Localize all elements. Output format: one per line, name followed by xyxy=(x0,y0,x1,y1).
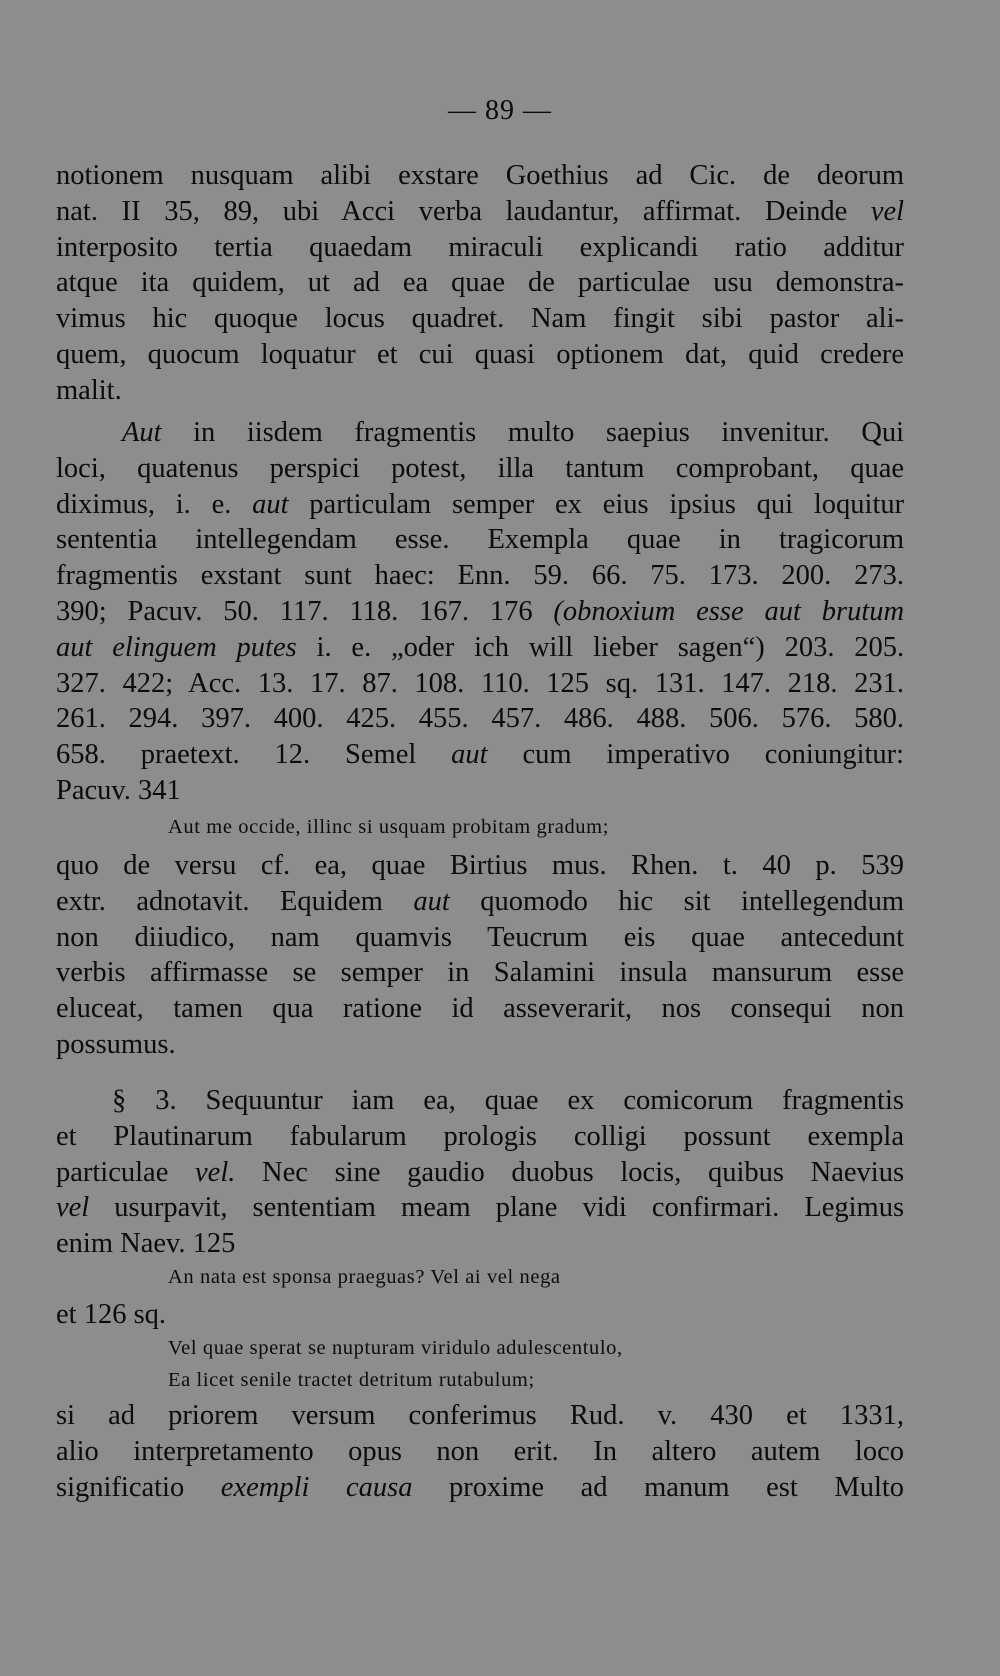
verse-line: Vel quae sperat se nupturam viridulo adulescentulo, xyxy=(168,1337,623,1359)
text-line: extr. adnotavit. Equidem aut quomodo hic sit intellegendum xyxy=(56,885,905,917)
verse-line: Ea licet senile tractet detritum rutabulum; xyxy=(168,1368,535,1391)
verse-line: Aut me occide, illinc si usquam probitam gradum; xyxy=(168,816,609,838)
text-line: particulae vel. Nec sine gaudio duobus locis, quibus Naevius xyxy=(56,1156,905,1188)
text-line: quo de versu cf. ea, quae Birtius mus. Rhen. t. 40 p. 539 xyxy=(56,850,904,881)
text-line: interposito tertia quaedam miraculi explicandi ratio additur xyxy=(56,231,904,263)
text-line: enim Naev. 125 xyxy=(56,1228,236,1260)
text-line: si ad priorem versum conferimus Rud. v. 430 et 1331, xyxy=(56,1400,904,1431)
text-line: alio interpretamento opus non erit. In altero autem loco xyxy=(56,1435,904,1467)
paragraph-1 xyxy=(56,158,904,409)
text-line: 261. 294. 397. 400. 425. 455. 457. 486. 488. 506. 576. 580. xyxy=(56,703,904,735)
text-line: quem, quocum loquatur et cui quasi optionem dat, quid credere xyxy=(56,338,904,370)
verse-quote-2 xyxy=(168,1262,888,1294)
text-line: vel usurpavit, sententiam meam plane vidi confirmari. Legimus xyxy=(56,1192,905,1224)
text-line: significatio exempli causa proxime ad manum est Multo xyxy=(56,1471,905,1503)
text-line: vimus hic quoque locus quadret. Nam fingit sibi pastor ali- xyxy=(56,303,904,335)
paragraph-2 xyxy=(56,415,904,809)
text-line: et 126 sq. xyxy=(56,1299,167,1330)
text-line: sententia intellegendam esse. Exempla quae in tragicorum xyxy=(56,524,904,556)
text-line: malit. xyxy=(56,374,122,406)
text-line: 658. praetext. 12. Semel aut cum imperativo coniungitur: xyxy=(56,739,905,771)
text-line: 390; Pacuv. 50. 117. 118. 167. 176 (obnoxium esse aut brutum xyxy=(56,595,905,627)
text-line: possumus. xyxy=(56,1028,176,1060)
paragraph-5 xyxy=(56,1297,904,1333)
text-line: loci, quatenus perspici potest, illa tantum comprobant, quae xyxy=(56,452,904,484)
text-line: et Plautinarum fabularum prologis colligi possunt exempla xyxy=(56,1120,904,1152)
text-line: non diiudico, nam quamvis Teucrum eis quae antecedunt xyxy=(56,921,904,953)
verse-quote-3 xyxy=(168,1333,888,1396)
paragraph-3 xyxy=(56,848,904,1063)
text-line: eluceat, tamen qua ratione id asseverarit, nos consequi non xyxy=(56,993,904,1025)
text-line: diximus, i. e. aut particulam semper ex eius ipsius qui loquitur xyxy=(56,488,905,520)
text-line: 327. 422; Acc. 13. 17. 87. 108. 110. 125 sq. 131. 147. 218. 231. xyxy=(56,667,904,699)
text-line: aut elinguem putes i. e. „oder ich will lieber sagen“) 203. 205. xyxy=(56,631,905,663)
verse-quote-1 xyxy=(168,812,888,844)
paragraph-4 xyxy=(56,1083,904,1262)
text-line: fragmentis exstant sunt haec: Enn. 59. 66. 75. 173. 200. 273. xyxy=(56,560,904,592)
page-number: — 89 — xyxy=(448,95,552,126)
section-heading-line: § 3. Sequuntur iam ea, quae ex comicorum fragmentis xyxy=(112,1085,904,1116)
verse-line: An nata est sponsa praeguas? Vel ai vel nega xyxy=(168,1266,561,1288)
text-line: nat. II 35, 89, ubi Acci verba laudantur, affirmat. Deinde vel xyxy=(56,195,905,227)
text-line: notionem nusquam alibi exstare Goethius ad Cic. de deorum xyxy=(56,160,904,191)
text-line: verbis affirmasse se semper in Salamini insula mansurum esse xyxy=(56,957,904,989)
text-line: Pacuv. 341 xyxy=(56,774,181,806)
text-line: Aut in iisdem fragmentis multo saepius invenitur. Qui xyxy=(122,417,905,448)
paragraph-6 xyxy=(56,1398,904,1505)
text-line: atque ita quidem, ut ad ea quae de particulae usu demonstra- xyxy=(56,267,904,299)
